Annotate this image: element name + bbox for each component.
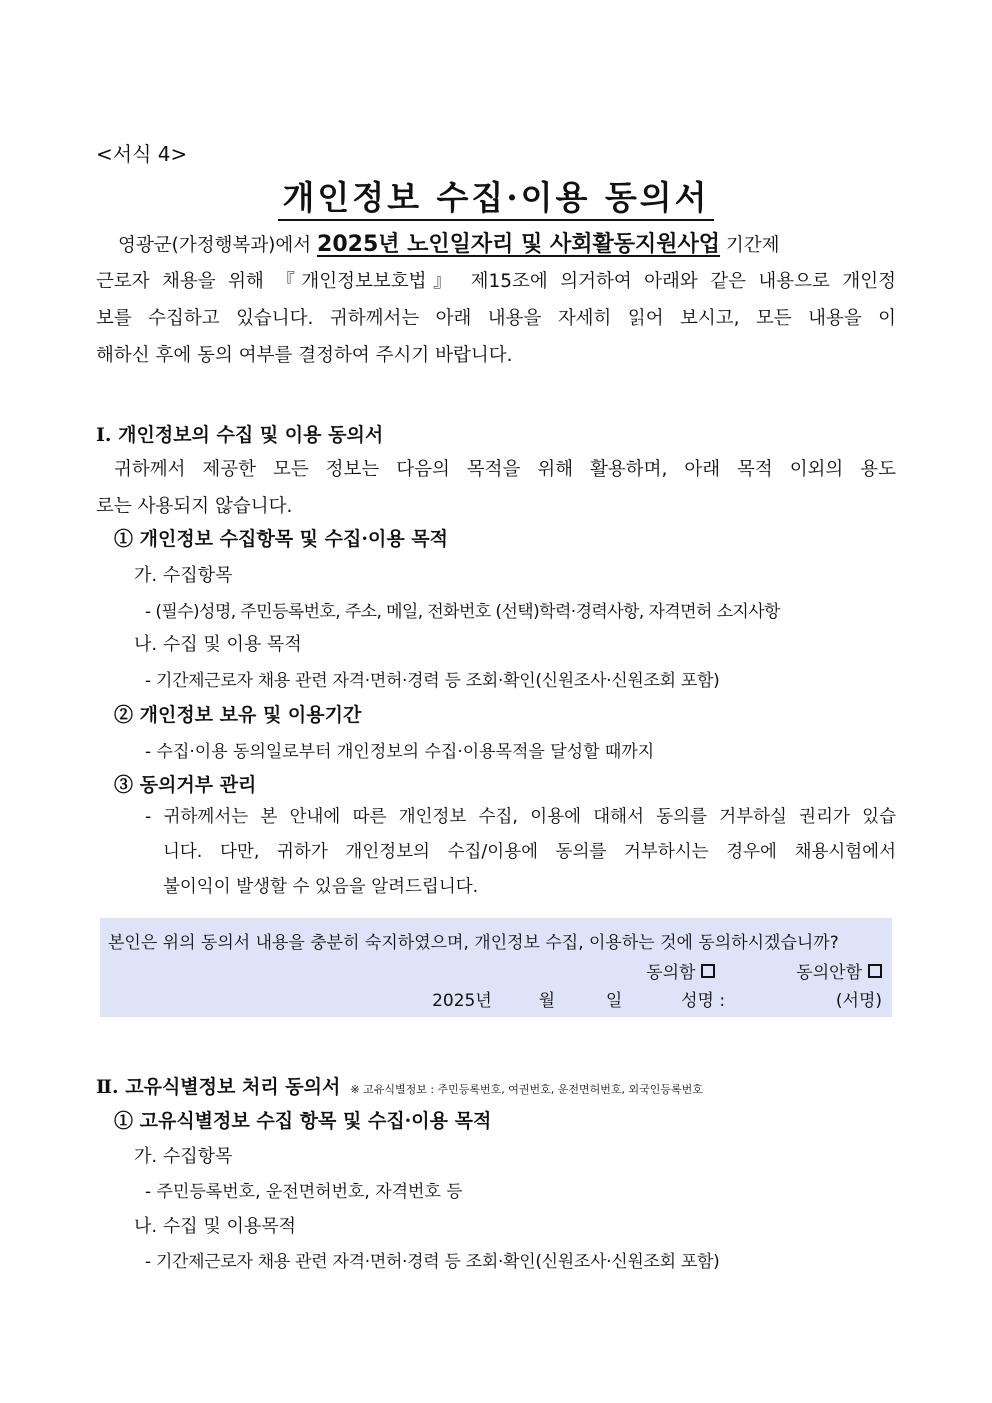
section-1-sub-1: ① 개인정보 수집항목 및 수집·이용 목적 [114,528,448,550]
document-title-text: 개인정보 수집·이용 동의서 [278,178,713,221]
section-1-sub-1-item-a-bullet: - (필수)성명, 주민등록번호, 주소, 메일, 전화번호 (선택)학력·경력사항, 자격면허 소지사항 [145,602,780,622]
agree-checkbox[interactable] [701,964,715,978]
section-1-sub-1-item-a: 가. 수집항목 [134,565,233,586]
sub-3-line-1: - 귀하께서는 본 안내에 따른 개인정보 수집, 이용에 대해서 동의를 거부하실 권리가 있습 [145,807,896,827]
intro-line-3: 보를 수집하고 있습니다. 귀하께서는 아래 내용을 자세히 읽어 보시고, 모든 내용을 이 [96,308,896,329]
form-number: <서식 4> [96,142,188,166]
section-1-sub-1-item-b: 나. 수집 및 이용 목적 [134,634,302,655]
section-2-sub-1-item-b-bullet: - 기간제근로자 채용 관련 자격·면허·경력 등 조회·확인(신원조사·신원조회 포함) [145,1252,720,1272]
intro-line-4: 해하신 후에 동의 여부를 결정하여 주시기 바랍니다. [96,345,513,366]
section-1-heading: Ⅰ. 개인정보의 수집 및 이용 동의서 [96,424,384,446]
intro-line-1 [96,226,896,263]
section-1-desc-line-1: 귀하께서 제공한 모든 정보는 다음의 목적을 위해 활용하며, 아래 목적 이외의 용도 [114,459,896,480]
program-name-highlight: 2025년 노인일자리 및 사회활동지원사업 [317,232,721,257]
section-1-desc-line-2: 로는 사용되지 않습니다. [96,496,293,517]
section-1-sub-3-bullet [145,800,896,905]
section-1-sub-2: ② 개인정보 보유 및 이용기간 [114,704,362,726]
document-title [0,172,992,219]
section-1-description [96,451,896,525]
section-2-heading-text: Ⅱ. 고유식별정보 처리 동의서 [96,1076,341,1098]
consent-year: 2025년 [432,991,492,1011]
consent-choice-row [646,958,882,983]
section-2-heading [96,1072,703,1099]
sub-3-line-2: 니다. 다만, 귀하가 개인정보의 수집/이용에 동의를 거부하시는 경우에 채용시험에서 [163,842,896,862]
sub-3-line-3: 불이익이 발생할 수 있음을 알려드립니다. [163,877,479,897]
intro-text-pre: 영광군(가정행복과)에서 [118,235,318,256]
consent-signature-row [432,986,882,1011]
consent-box [100,918,892,1017]
section-1-sub-2-bullet: - 수집·이용 동의일로부터 개인정보의 수집·이용목적을 달성할 때까지 [145,742,655,762]
section-1-sub-3: ③ 동의거부 관리 [114,774,257,796]
consent-month: 월 [538,991,556,1011]
section-1-sub-1-item-b-bullet: - 기간제근로자 채용 관련 자격·면허·경력 등 조회·확인(신원조사·신원조회 포함) [145,671,720,691]
section-2-sub-1-item-a-bullet: - 주민등록번호, 운전면허번호, 자격번호 등 [145,1182,463,1202]
signature-label: (서명) [835,991,882,1011]
agree-label: 동의함 [646,963,696,983]
section-2-sub-1: ① 고유식별정보 수집 항목 및 수집·이용 목적 [114,1110,492,1132]
disagree-checkbox[interactable] [868,964,882,978]
intro-paragraph [96,226,896,374]
consent-day: 일 [605,991,623,1011]
intro-line-2: 근로자 채용을 위해 『개인정보보호법』 제15조에 의거하여 아래와 같은 내용으로 개인정 [96,271,896,292]
intro-text-post: 기간제 [720,235,780,256]
name-label: 성명 : [681,991,726,1011]
section-2-sub-1-item-b: 나. 수집 및 이용목적 [134,1216,296,1237]
section-2-sub-1-item-a: 가. 수집항목 [134,1146,233,1167]
section-2-note: ※ 고유식별정보 : 주민등록번호, 여권번호, 운전면허번호, 외국인등록번호 [350,1083,703,1096]
consent-question: 본인은 위의 동의서 내용을 충분히 숙지하였으며, 개인정보 수집, 이용하는 것에 동의하시겠습니까? [108,933,839,953]
disagree-label: 동의안함 [796,963,862,983]
